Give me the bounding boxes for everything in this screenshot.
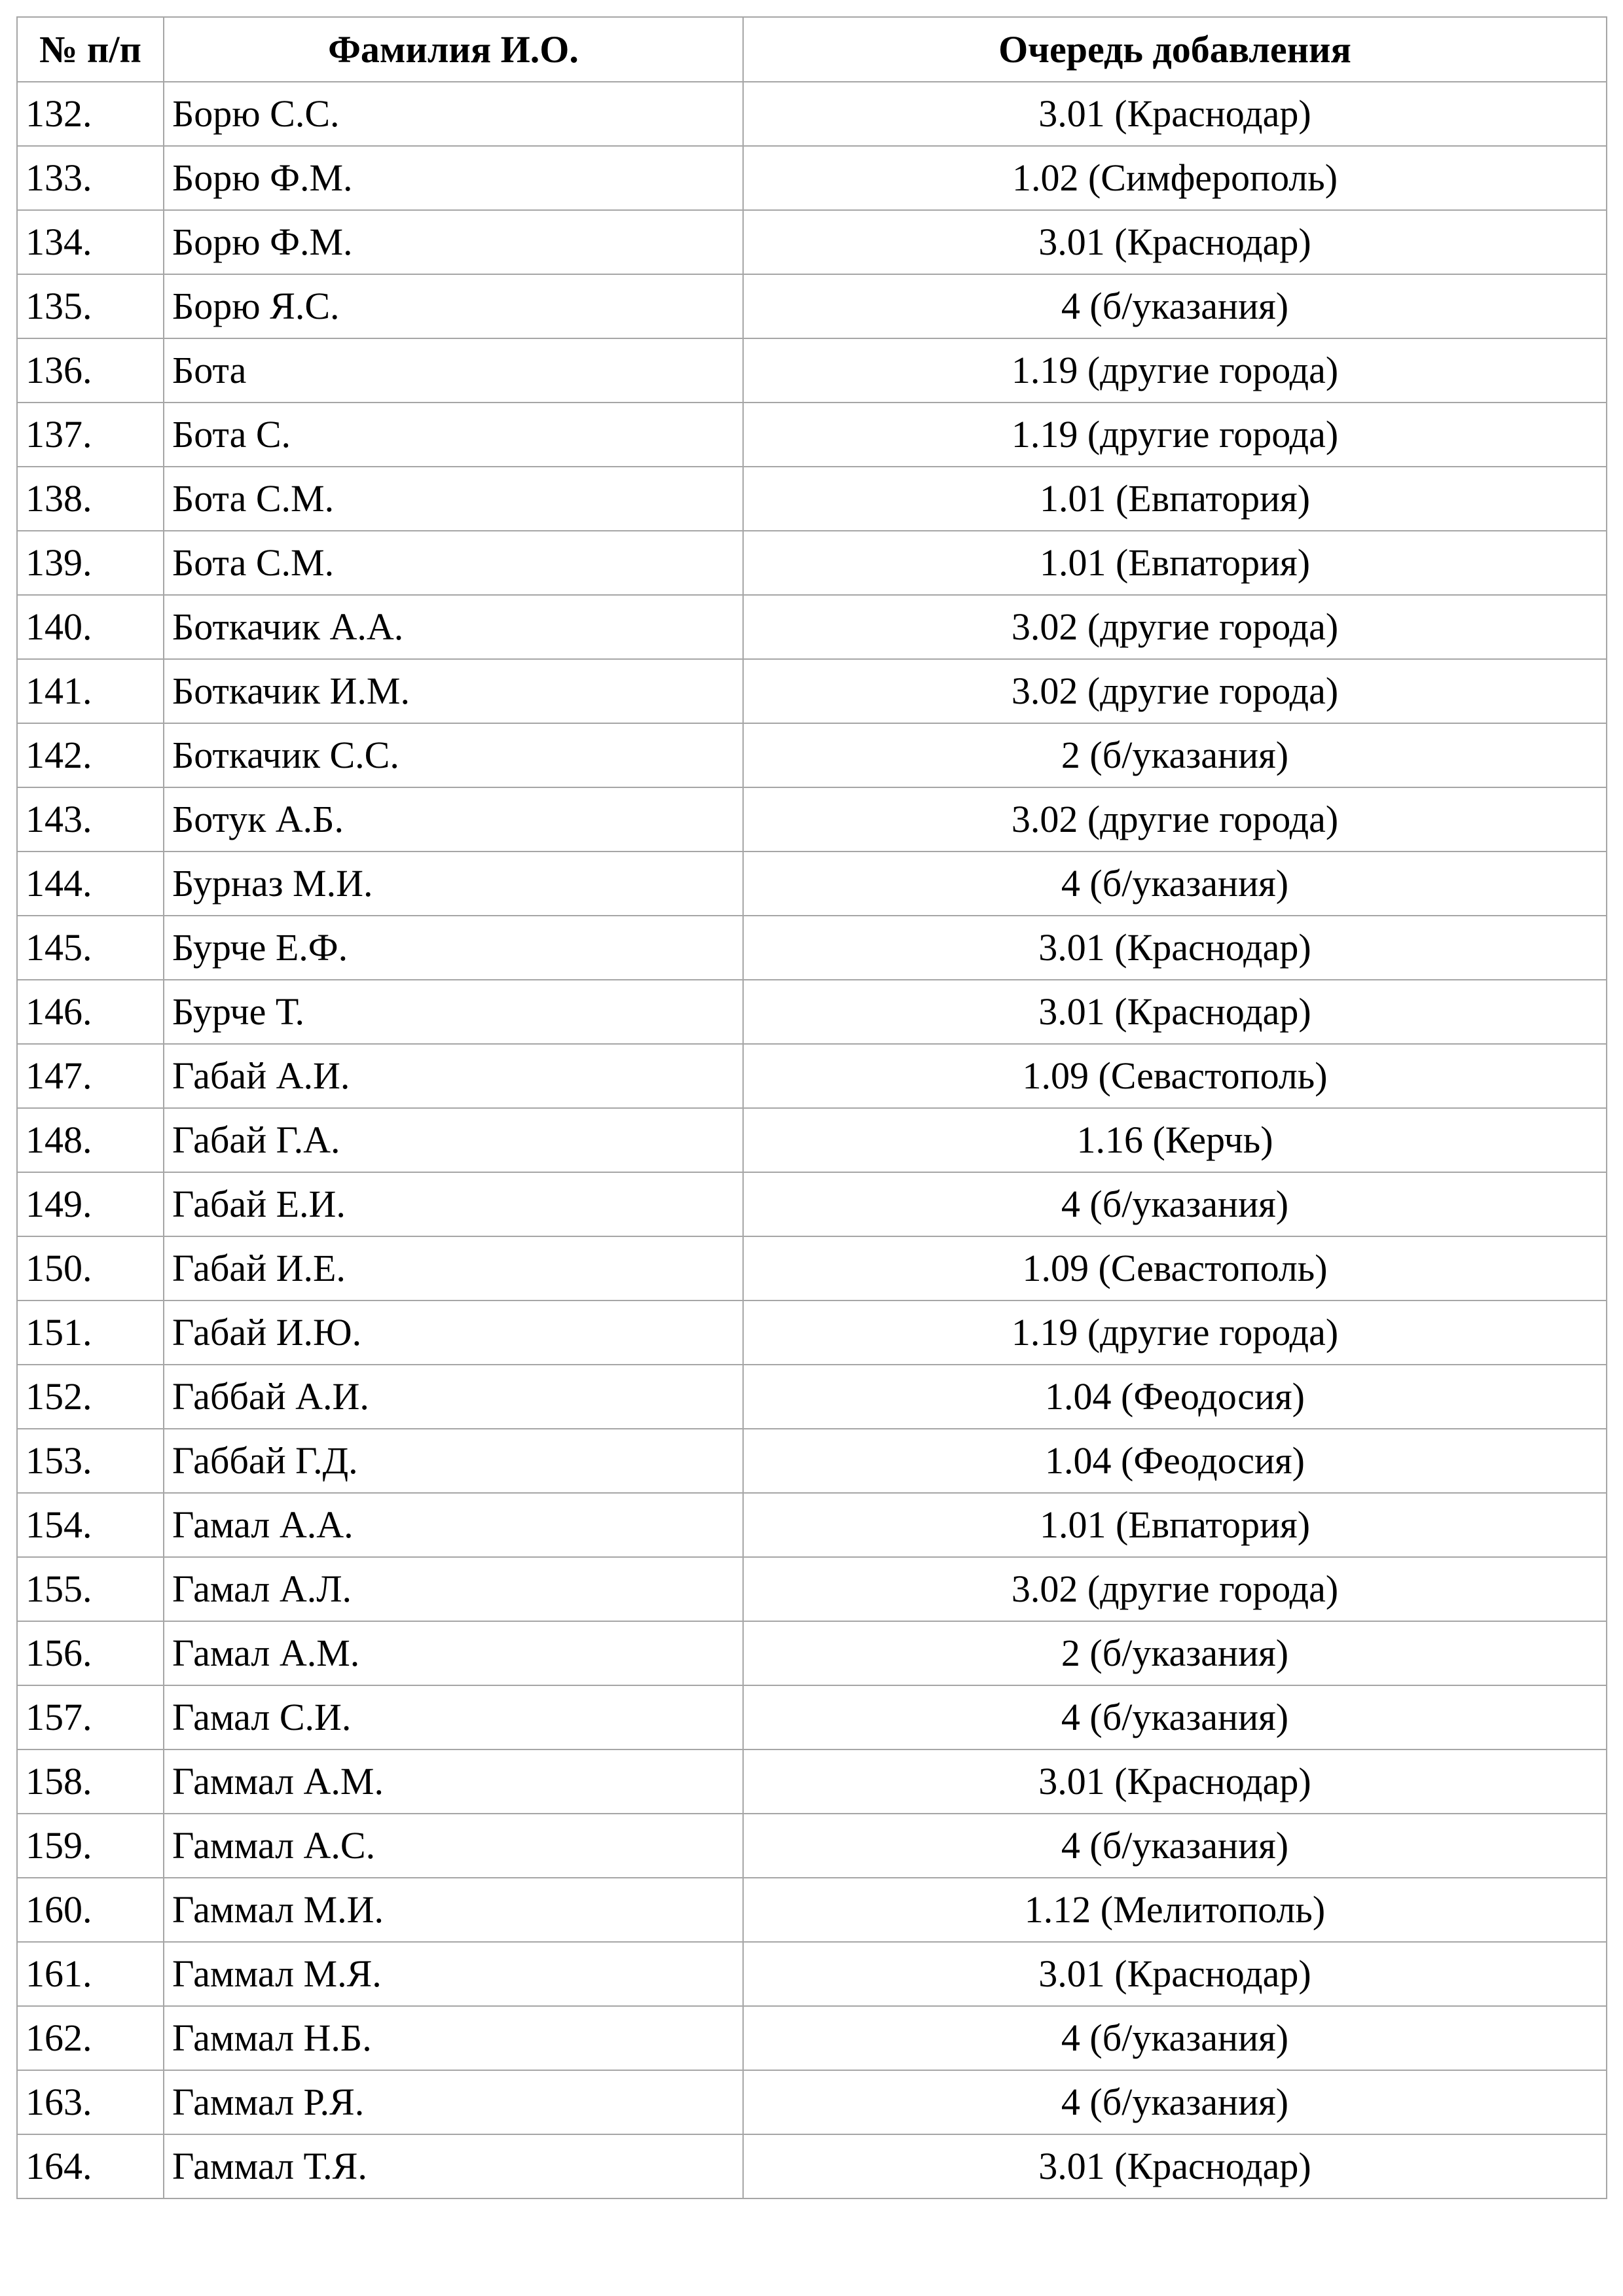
row-full-name: Габай Е.И.: [164, 1172, 743, 1236]
row-queue: 3.01 (Краснодар): [743, 980, 1607, 1044]
row-queue: 2 (б/указания): [743, 723, 1607, 787]
row-full-name: Бота С.: [164, 403, 743, 467]
row-queue: 3.01 (Краснодар): [743, 210, 1607, 274]
table-row: [17, 1300, 1607, 1365]
row-full-name: Гамал С.И.: [164, 1685, 743, 1749]
row-queue: 3.01 (Краснодар): [743, 916, 1607, 980]
row-number: 141.: [17, 659, 164, 723]
row-full-name: Гамал А.Л.: [164, 1557, 743, 1621]
row-full-name: Бота С.М.: [164, 467, 743, 531]
row-full-name: Борю Ф.М.: [164, 146, 743, 210]
row-full-name: Габбай А.И.: [164, 1365, 743, 1429]
row-queue: 3.01 (Краснодар): [743, 82, 1607, 146]
row-number: 156.: [17, 1621, 164, 1685]
table-row: [17, 2134, 1607, 2198]
row-queue: 1.04 (Феодосия): [743, 1429, 1607, 1493]
header-row: [17, 17, 1607, 82]
row-queue: 4 (б/указания): [743, 1814, 1607, 1878]
row-queue: 2 (б/указания): [743, 1621, 1607, 1685]
register-table: [16, 16, 1607, 2199]
row-number: 164.: [17, 2134, 164, 2198]
row-full-name: Гаммал А.М.: [164, 1749, 743, 1814]
row-number: 163.: [17, 2070, 164, 2134]
row-number: 153.: [17, 1429, 164, 1493]
table-row: [17, 2070, 1607, 2134]
row-full-name: Боткачик С.С.: [164, 723, 743, 787]
row-queue: 4 (б/указания): [743, 1685, 1607, 1749]
row-number: 144.: [17, 852, 164, 916]
row-queue: 1.19 (другие города): [743, 403, 1607, 467]
row-number: 138.: [17, 467, 164, 531]
table-row: [17, 1172, 1607, 1236]
row-full-name: Гамал А.М.: [164, 1621, 743, 1685]
table-row: [17, 1685, 1607, 1749]
row-number: 142.: [17, 723, 164, 787]
table-row: [17, 723, 1607, 787]
row-number: 139.: [17, 531, 164, 595]
row-full-name: Боткачик И.М.: [164, 659, 743, 723]
table-row: [17, 403, 1607, 467]
table-row: [17, 980, 1607, 1044]
row-number: 133.: [17, 146, 164, 210]
row-full-name: Гаммал Р.Я.: [164, 2070, 743, 2134]
header-full-name: Фамилия И.О.: [164, 17, 743, 82]
row-queue: 1.19 (другие города): [743, 338, 1607, 403]
row-number: 155.: [17, 1557, 164, 1621]
row-queue: 4 (б/указания): [743, 2006, 1607, 2070]
row-full-name: Боткачик А.А.: [164, 595, 743, 659]
row-number: 148.: [17, 1108, 164, 1172]
table-row: [17, 210, 1607, 274]
row-full-name: Габбай Г.Д.: [164, 1429, 743, 1493]
row-full-name: Бота С.М.: [164, 531, 743, 595]
row-number: 135.: [17, 274, 164, 338]
row-full-name: Гаммал А.С.: [164, 1814, 743, 1878]
row-queue: 3.01 (Краснодар): [743, 1942, 1607, 2006]
row-number: 134.: [17, 210, 164, 274]
row-number: 137.: [17, 403, 164, 467]
row-queue: 1.16 (Керчь): [743, 1108, 1607, 1172]
row-full-name: Бота: [164, 338, 743, 403]
row-full-name: Гаммал Т.Я.: [164, 2134, 743, 2198]
row-queue: 4 (б/указания): [743, 274, 1607, 338]
row-full-name: Бурче Т.: [164, 980, 743, 1044]
row-queue: 1.01 (Евпатория): [743, 467, 1607, 531]
row-queue: 4 (б/указания): [743, 1172, 1607, 1236]
row-full-name: Гаммал М.И.: [164, 1878, 743, 1942]
row-full-name: Бурче Е.Ф.: [164, 916, 743, 980]
table-row: [17, 531, 1607, 595]
row-full-name: Габай Г.А.: [164, 1108, 743, 1172]
row-number: 157.: [17, 1685, 164, 1749]
table-row: [17, 1621, 1607, 1685]
row-number: 143.: [17, 787, 164, 852]
row-full-name: Гамал А.А.: [164, 1493, 743, 1557]
table-header: [17, 17, 1607, 82]
row-queue: 3.01 (Краснодар): [743, 2134, 1607, 2198]
table-row: [17, 916, 1607, 980]
row-queue: 1.09 (Севастополь): [743, 1044, 1607, 1108]
row-full-name: Гаммал М.Я.: [164, 1942, 743, 2006]
document-page: [16, 16, 1607, 2199]
row-full-name: Гаммал Н.Б.: [164, 2006, 743, 2070]
table-row: [17, 1878, 1607, 1942]
table-row: [17, 787, 1607, 852]
table-row: [17, 1557, 1607, 1621]
row-full-name: Ботук А.Б.: [164, 787, 743, 852]
row-queue: 3.02 (другие города): [743, 595, 1607, 659]
row-number: 140.: [17, 595, 164, 659]
table-row: [17, 1749, 1607, 1814]
table-row: [17, 338, 1607, 403]
row-queue: 1.19 (другие города): [743, 1300, 1607, 1365]
table-row: [17, 1814, 1607, 1878]
row-number: 162.: [17, 2006, 164, 2070]
table-row: [17, 659, 1607, 723]
table-row: [17, 1108, 1607, 1172]
row-number: 136.: [17, 338, 164, 403]
table-row: [17, 1942, 1607, 2006]
row-queue: 1.04 (Феодосия): [743, 1365, 1607, 1429]
row-number: 152.: [17, 1365, 164, 1429]
row-full-name: Габай И.Ю.: [164, 1300, 743, 1365]
table-row: [17, 2006, 1607, 2070]
table-row: [17, 595, 1607, 659]
row-queue: 3.02 (другие города): [743, 659, 1607, 723]
row-queue: 4 (б/указания): [743, 2070, 1607, 2134]
table-row: [17, 146, 1607, 210]
row-number: 149.: [17, 1172, 164, 1236]
row-number: 158.: [17, 1749, 164, 1814]
row-full-name: Борю Я.С.: [164, 274, 743, 338]
row-queue: 1.01 (Евпатория): [743, 1493, 1607, 1557]
row-queue: 3.02 (другие города): [743, 1557, 1607, 1621]
row-number: 161.: [17, 1942, 164, 2006]
table-row: [17, 1236, 1607, 1300]
row-number: 151.: [17, 1300, 164, 1365]
row-number: 132.: [17, 82, 164, 146]
row-queue: 3.02 (другие города): [743, 787, 1607, 852]
row-queue: 1.02 (Симферополь): [743, 146, 1607, 210]
row-queue: 1.09 (Севастополь): [743, 1236, 1607, 1300]
row-number: 147.: [17, 1044, 164, 1108]
row-queue: 1.01 (Евпатория): [743, 531, 1607, 595]
table-row: [17, 1044, 1607, 1108]
row-number: 146.: [17, 980, 164, 1044]
table-row: [17, 274, 1607, 338]
row-full-name: Габай И.Е.: [164, 1236, 743, 1300]
table-row: [17, 852, 1607, 916]
header-queue: Очередь добавления: [743, 17, 1607, 82]
row-queue: 1.12 (Мелитополь): [743, 1878, 1607, 1942]
row-queue: 3.01 (Краснодар): [743, 1749, 1607, 1814]
table-row: [17, 1493, 1607, 1557]
table-row: [17, 1365, 1607, 1429]
row-queue: 4 (б/указания): [743, 852, 1607, 916]
header-number: № п/п: [17, 17, 164, 82]
table-row: [17, 1429, 1607, 1493]
table-body: [17, 82, 1607, 2198]
row-full-name: Борю Ф.М.: [164, 210, 743, 274]
row-full-name: Габай А.И.: [164, 1044, 743, 1108]
row-number: 145.: [17, 916, 164, 980]
row-number: 150.: [17, 1236, 164, 1300]
row-number: 159.: [17, 1814, 164, 1878]
row-full-name: Бурназ М.И.: [164, 852, 743, 916]
row-number: 160.: [17, 1878, 164, 1942]
row-number: 154.: [17, 1493, 164, 1557]
table-row: [17, 467, 1607, 531]
row-full-name: Борю С.С.: [164, 82, 743, 146]
table-row: [17, 82, 1607, 146]
